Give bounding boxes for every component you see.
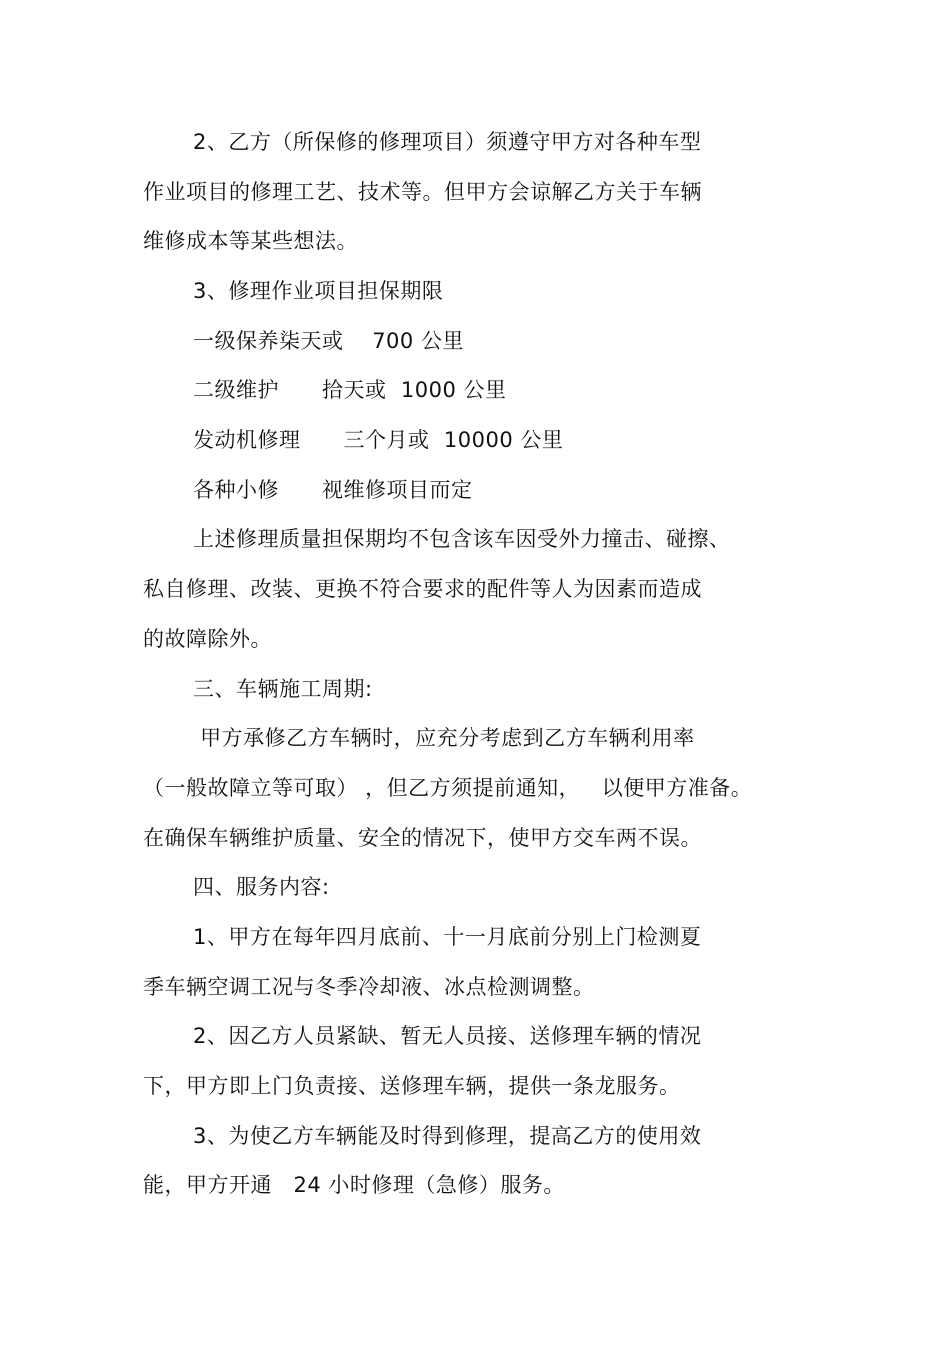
paragraph-line: 2、乙方（所保修的修理项目）须遵守甲方对各种车型 — [193, 130, 702, 154]
warranty-item: 一级保养柒天或 700 公里 — [193, 329, 464, 353]
paragraph-line: 的故障除外。 — [143, 627, 272, 651]
paragraph-line: 上述修理质量担保期均不包含该车因受外力撞击、碰擦、 — [193, 527, 731, 551]
paragraph-line: 2、因乙方人员紧缺、暂无人员接、送修理车辆的情况 — [193, 1024, 702, 1048]
paragraph-line: 季车辆空调工况与冬季冷却液、冰点检测调整。 — [143, 975, 595, 999]
paragraph-line: 能，甲方开通 24 小时修理（急修）服务。 — [143, 1173, 565, 1197]
paragraph-line: 3、为使乙方车辆能及时得到修理，提高乙方的使用效 — [193, 1124, 702, 1148]
paragraph-line: 在确保车辆维护质量、安全的情况下，使甲方交车两不误。 — [143, 826, 702, 850]
section-heading: 三、车辆施工周期: — [193, 677, 373, 701]
section-heading: 3、修理作业项目担保期限 — [193, 279, 444, 303]
paragraph-line: 作业项目的修理工艺、技术等。但甲方会谅解乙方关于车辆 — [143, 180, 702, 204]
warranty-item: 发动机修理 三个月或 10000 公里 — [193, 428, 564, 452]
paragraph-line: （一般故障立等可取） ，但乙方须提前通知， 以便甲方准备。 — [143, 776, 753, 800]
paragraph-line: 下，甲方即上门负责接、送修理车辆，提供一条龙服务。 — [143, 1074, 681, 1098]
paragraph-line: 私自修理、改装、更换不符合要求的配件等人为因素而造成 — [143, 577, 702, 601]
warranty-item: 各种小修 视维修项目而定 — [193, 478, 473, 502]
paragraph-line: 甲方承修乙方车辆时，应充分考虑到乙方车辆利用率 — [193, 726, 695, 750]
paragraph-line: 维修成本等某些想法。 — [143, 229, 358, 253]
section-heading: 四、服务内容: — [193, 875, 330, 899]
warranty-item: 二级维护 拾天或 1000 公里 — [193, 378, 507, 402]
paragraph-line: 1、甲方在每年四月底前、十一月底前分别上门检测夏 — [193, 925, 702, 949]
